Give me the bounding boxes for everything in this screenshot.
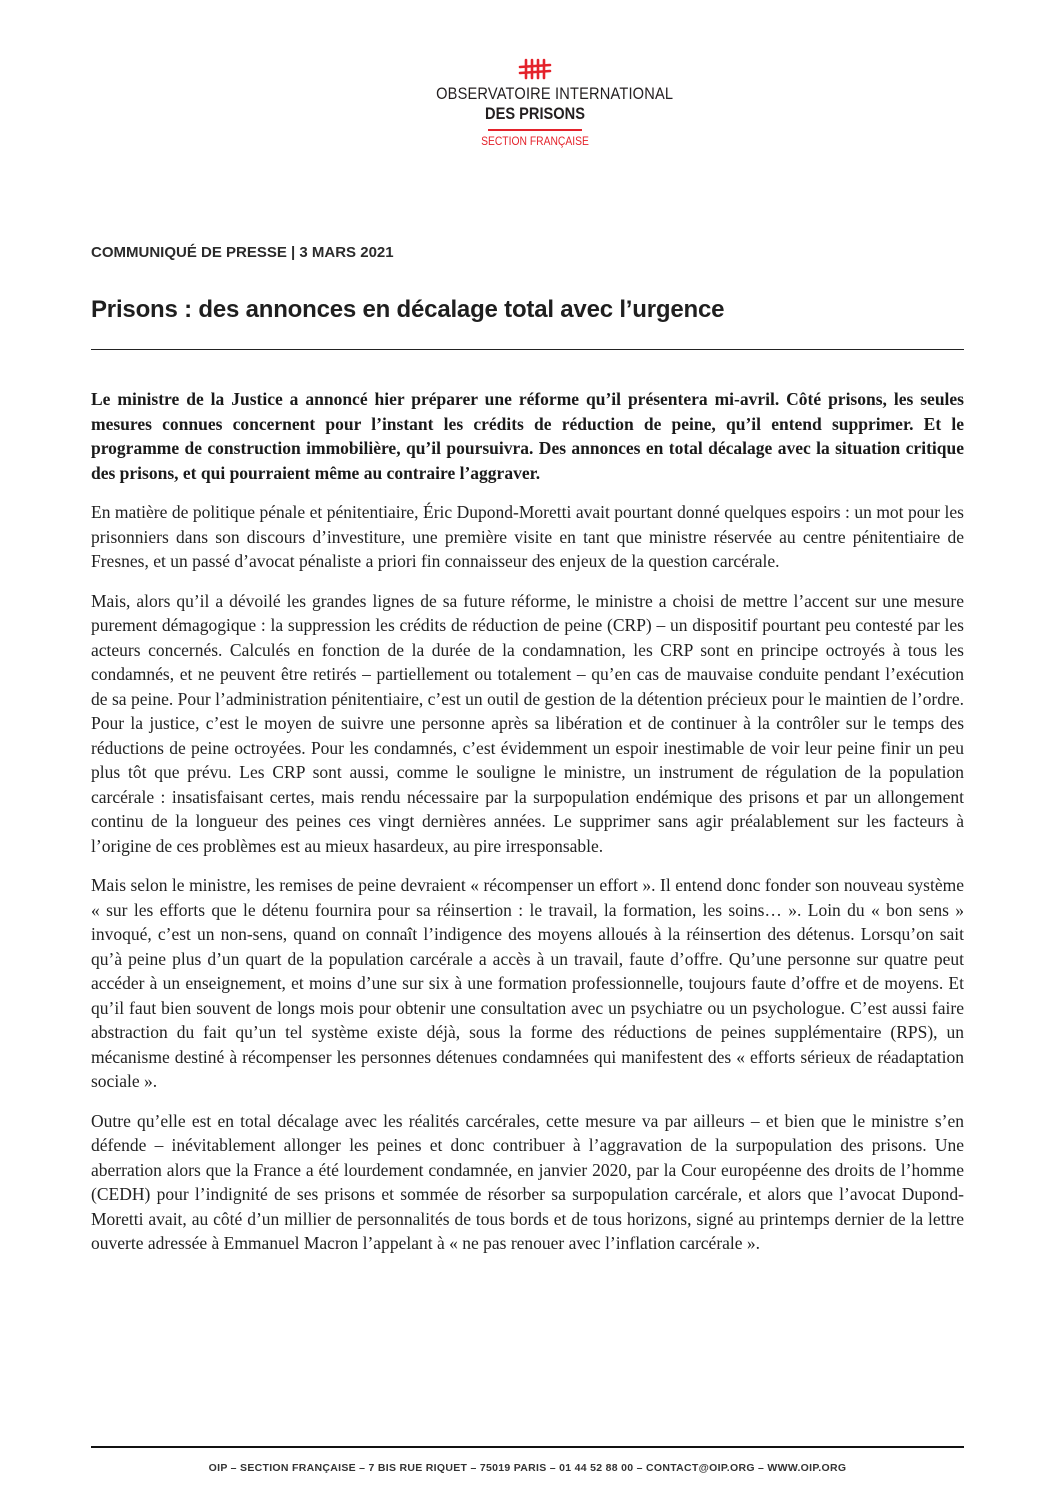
org-logo	[420, 58, 674, 148]
body-paragraph-1: En matière de politique pénale et pénitentiaire, Éric Dupond-Moretti avait pourtant donné quelques espoirs : un mot pour les prisonniers dans son discours d’investiture, une première visite en tant que ministre réservée au centre pénitentiaire de Fresnes, et un passé d’avocat pénaliste a priori fin connaisseur des enjeux de la question carcérale.	[91, 502, 964, 571]
footer-contact: OIP – SECTION FRANÇAISE – 7 BIS RUE RIQUET – 75019 PARIS – 01 44 52 88 00 – CONTACT@OIP.ORG – WWW.OIP.ORG	[208, 1462, 847, 1474]
tally-marks-logo-icon	[517, 58, 553, 80]
org-name-line1: OBSERVATOIRE INTERNATIONAL	[436, 84, 674, 103]
lead-paragraph: Le ministre de la Justice a annoncé hier préparer une réforme qu’il présentera mi-avril. Côté prisons, les seules mesures connues concernent pour l’instant les crédits de réduction de peine, qu’il entend supprimer. Et le programme de construction immobilière, qu’il poursuivra. Des annonces en total décalage avec la situation critique des prisons, et qui pourraient même au contraire l’aggraver.	[91, 389, 964, 483]
body-paragraph-3: Mais selon le ministre, les remises de peine devraient « récompenser un effort ». Il entend donc fonder son nouveau système « sur les efforts que le détenu fournira pour sa réinsertion : le travail, la formation, les soins… ». Loin du « bon sens » invoqué, c’est un non-sens, quand on connaît l’indigence des moyens alloués à la réinsertion des détenus. Lorsqu’on sait qu’à peine plus d’un quart de la population carcérale a accès à un travail, faute d’offre. Qu’une personne sur quatre peut accéder à un enseignement, et moins d’une sur six à une formation professionnelle, toujours faute d’offre et de moyens. Et qu’il faut bien souvent de longs mois pour obtenir une consultation avec un psychiatre ou un psychologue. C’est aussi faire abstraction du fait qu’un tel système existe déjà, sous la forme des réductions de peines supplémentaire (RPS), un mécanisme destiné à récompenser les personnes détenues condamnées qui manifestent des « efforts sérieux de réadaptation sociale ».	[91, 875, 964, 1091]
press-release-kicker: COMMUNIQUÉ DE PRESSE | 3 MARS 2021	[91, 244, 394, 261]
org-name-line2: DES PRISONS	[485, 104, 585, 123]
org-section-label: SECTION FRANÇAISE	[481, 133, 589, 148]
article-body	[91, 387, 964, 1271]
body-paragraph-4: Outre qu’elle est en total décalage avec les réalités carcérales, cette mesure va par ailleurs – et bien que le ministre s’en défende – inévitablement allonger les peines et donc contribuer à l’aggravation de la surpopulation des prisons. Une aberration alors que la France a été lourdement condamnée, en janvier 2020, par la Cour européenne des droits de l’homme (CEDH) pour l’indignité de ses prisons et sommée de résorber sa surpopulation carcérale, et alors que l’avocat Dupond-Moretti avait, au côté d’un millier de personnalités de tous bords et de tous horizons, signé au printemps dernier de la lettre ouverte adressée à Emmanuel Macron l’appelant à « ne pas renouer avec l’inflation carcérale ».	[91, 1110, 964, 1253]
footer-divider	[91, 1446, 964, 1448]
body-paragraph-2: Mais, alors qu’il a dévoilé les grandes lignes de sa future réforme, le ministre a choisi de mettre l’accent sur une mesure purement démagogique : la suppression les crédits de réduction de peine (CRP) – un dispositif pourtant peu contesté par les acteurs concernés. Calculés en fonction de la durée de la condamnation, les CRP sont en principe octroyés à tous les condamnés, et ne peuvent être retirés – partiellement ou totalement – qu’en cas de mauvaise conduite pendant l’exécution de sa peine. Pour l’administration pénitentiaire, c’est un outil de gestion de la détention précieux pour le maintien de l’ordre. Pour la justice, c’est le moyen de suivre une personne après sa libération et de continuer à la contrôler sur le temps des réductions de peine octroyées. Pour les condamnés, c’est évidemment un espoir inestimable de voir leur peine finir un peu plus tôt que prévu. Les CRP sont aussi, comme le souligne le ministre, un instrument de régulation de la population carcérale : insatisfaisant certes, mais rendu nécessaire par la surpopulation endémique des prisons et par un allongement continu de la longueur des peines ces vingt dernières années. Le supprimer sans agir préalablement sur les facteurs à l’origine de ces problèmes est au mieux hasardeux, au pire irresponsable.	[91, 590, 964, 856]
logo-divider	[488, 129, 582, 131]
title-divider	[91, 349, 964, 350]
page-title: Prisons : des annonces en décalage total avec l’urgence	[91, 296, 725, 323]
